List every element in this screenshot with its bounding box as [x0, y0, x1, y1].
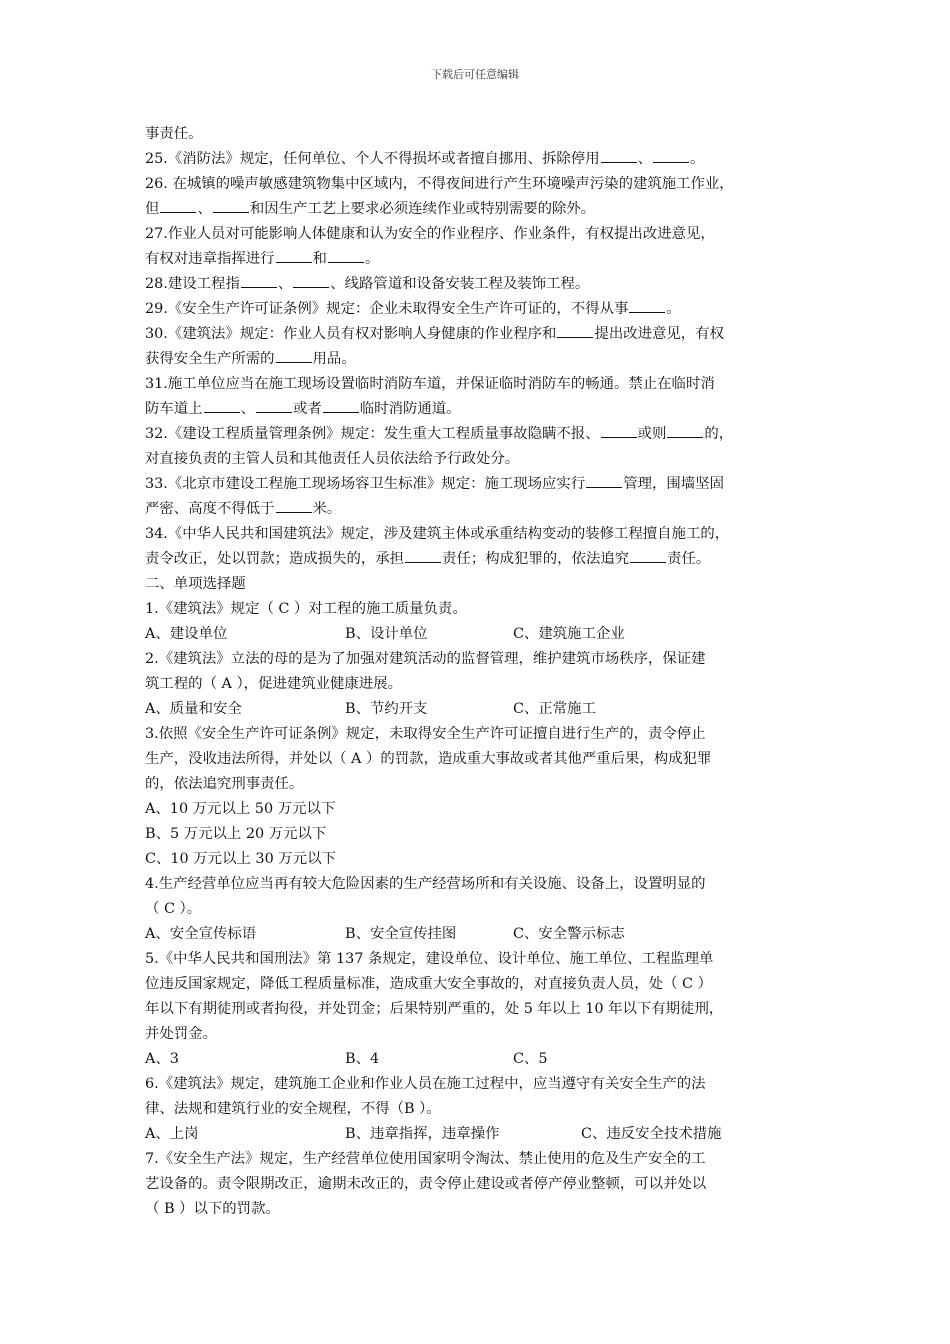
text-line: 有权对违章指挥进行 和 。: [145, 251, 380, 267]
question-25: 25.《消防法》规定，任何单位、个人不得损坏或者擅自挪用、拆除停用 、 。: [145, 151, 705, 167]
section-heading: 二、单项选择题: [145, 576, 246, 592]
blank: [653, 149, 689, 163]
text-line: 位违反国家规定，降低工程质量标准，造成重大安全事故的，对直接负责人员，处（ C ）: [145, 976, 713, 992]
text-line: 严密、高度不得低于 米。: [145, 501, 342, 517]
text-line: 责令改正，处以罚款；造成损失的，承担 责任；构成犯罪的，依法追究 责任。: [145, 551, 711, 567]
text-line: 生产，没收违法所得，并处以（ A ）的罚款，造成重大事故或者其他严重后果，构成犯罪: [145, 751, 712, 767]
option-a: A、安全宣传标语: [145, 926, 257, 942]
document-body: [145, 122, 817, 1222]
option-c: C、违反安全技术措施: [581, 1126, 722, 1142]
option-b: B、5 万元以上 20 万元以下: [145, 826, 327, 842]
question-33: 33.《北京市建设工程施工现场场容卫生标准》规定：施工现场应实行 管理，围墙坚固: [145, 476, 724, 492]
blank: [630, 549, 666, 563]
text-line: 律、法规和建筑行业的安全规程，不得（B ）。: [145, 1101, 441, 1117]
option-b: B、安全宣传挂图: [345, 926, 457, 942]
option-b: B、设计单位: [345, 626, 428, 642]
mcq-7: 7.《安全生产法》规定，生产经营单位使用国家明令淘汰、禁止使用的危及生产安全的工: [145, 1151, 706, 1167]
text-line: 年以下有期徒刑或者拘役，并处罚金；后果特别严重的，处 5 年以上 10 年以下有期徒刑，: [145, 1001, 724, 1017]
option-a: A、10 万元以上 50 万元以下: [145, 801, 336, 817]
blank: [276, 349, 312, 363]
blank: [160, 199, 196, 213]
blank: [276, 499, 312, 513]
mcq-1: 1.《建筑法》规定（ C ）对工程的施工质量负责。: [145, 601, 467, 617]
blank: [204, 399, 240, 413]
mcq-5: 5.《中华人民共和国刑法》第 137 条规定，建设单位、设计单位、施工单位、工程监理单: [145, 951, 714, 967]
question-28: 28.建设工程指 、 、线路管道和设备安装工程及装饰工程。: [145, 276, 590, 292]
option-c: C、5: [513, 1051, 548, 1067]
blank: [601, 424, 637, 438]
blank: [293, 274, 329, 288]
mcq-5-options: [145, 1047, 817, 1072]
question-29: 29.《安全生产许可证条例》规定：企业未取得安全生产许可证的，不得从事 。: [145, 301, 681, 317]
mcq-2: 2.《建筑法》立法的母的是为了加强对建筑活动的监督管理，维护建筑市场秩序，保证建: [145, 651, 706, 667]
text-line: 事责任。: [145, 126, 203, 142]
text-line: 艺设备的。责令限期改正，逾期未改正的，责令停止建设或者停产停业整顿，可以并处以: [145, 1176, 707, 1192]
option-b: B、4: [345, 1051, 380, 1067]
text-line: 并处罚金。: [145, 1026, 217, 1042]
text-line: 获得安全生产所需的 用品。: [145, 351, 356, 367]
blank: [629, 299, 665, 313]
question-31: 31.施工单位应当在施工现场设置临时消防车道，并保证临时消防车的畅通。禁止在临时消: [145, 376, 715, 392]
text-line: （ C ）。: [145, 901, 202, 917]
blank: [405, 549, 441, 563]
text-line: 防车道上 、 或者 临时消防通道。: [145, 401, 461, 417]
question-27: 27.作业人员对可能影响人体健康和认为安全的作业程序、作业条件，有权提出改进意见，: [145, 226, 715, 242]
text-line: （ B ）以下的罚款。: [145, 1201, 280, 1217]
text-line: 筑工程的（ A ），促进建筑业健康进展。: [145, 676, 402, 692]
question-34: 34.《中华人民共和国建筑法》规定，涉及建筑主体或承重结构变动的装修工程擅自施工的，: [145, 526, 730, 542]
page-header: 下载后可任意编辑: [431, 68, 519, 81]
blank: [323, 399, 359, 413]
mcq-4-options: [145, 922, 817, 947]
option-a: A、质量和安全: [145, 701, 242, 717]
mcq-3: 3.依照《安全生产许可证条例》规定，未取得安全生产许可证擅自进行生产的，责令停止: [145, 726, 706, 742]
blank: [667, 424, 703, 438]
blank: [213, 199, 249, 213]
text-line: 对直接负责的主管人员和其他责任人员依法给予行政处分。: [145, 451, 520, 467]
text-line: 的，依法追究刑事责任。: [145, 776, 304, 792]
option-c: C、建筑施工企业: [513, 626, 625, 642]
question-32: 32.《建设工程质量管理条例》规定：发生重大工程质量事故隐瞒不报、 或则 的，: [145, 426, 734, 442]
option-c: C、安全警示标志: [513, 926, 625, 942]
mcq-4: 4.生产经营单位应当再有较大危险因素的生产经营场所和有关设施、设备上，设置明显的: [145, 876, 706, 892]
blank: [276, 249, 312, 263]
option-b: B、节约开支: [345, 701, 428, 717]
question-30: 30.《建筑法》规定：作业人员有权对影响人身健康的作业程序和 提出改进意见，有权: [145, 326, 724, 342]
option-b: B、违章指挥，违章操作: [345, 1126, 500, 1142]
mcq-6-options: [145, 1122, 817, 1147]
option-a: A、上岗: [145, 1126, 199, 1142]
question-26: 26. 在城镇的噪声敏感建筑物集中区域内，不得夜间进行产生环境噪声污染的建筑施工作业，: [145, 176, 734, 192]
blank: [586, 474, 622, 488]
option-c: C、10 万元以上 30 万元以下: [145, 851, 336, 867]
blank: [256, 399, 292, 413]
option-c: C、正常施工: [513, 701, 596, 717]
mcq-2-options: [145, 697, 817, 722]
mcq-1-options: [145, 622, 817, 647]
blank: [328, 249, 364, 263]
option-a: A、3: [145, 1051, 179, 1067]
mcq-6: 6.《建筑法》规定，建筑施工企业和作业人员在施工过程中，应当遵守有关安全生产的法: [145, 1076, 706, 1092]
blank: [241, 274, 277, 288]
blank: [557, 324, 593, 338]
text-line: 但 、 和因生产工艺上要求必须连续作业或特别需要的除外。: [145, 201, 596, 217]
option-a: A、建设单位: [145, 626, 228, 642]
blank: [601, 149, 637, 163]
